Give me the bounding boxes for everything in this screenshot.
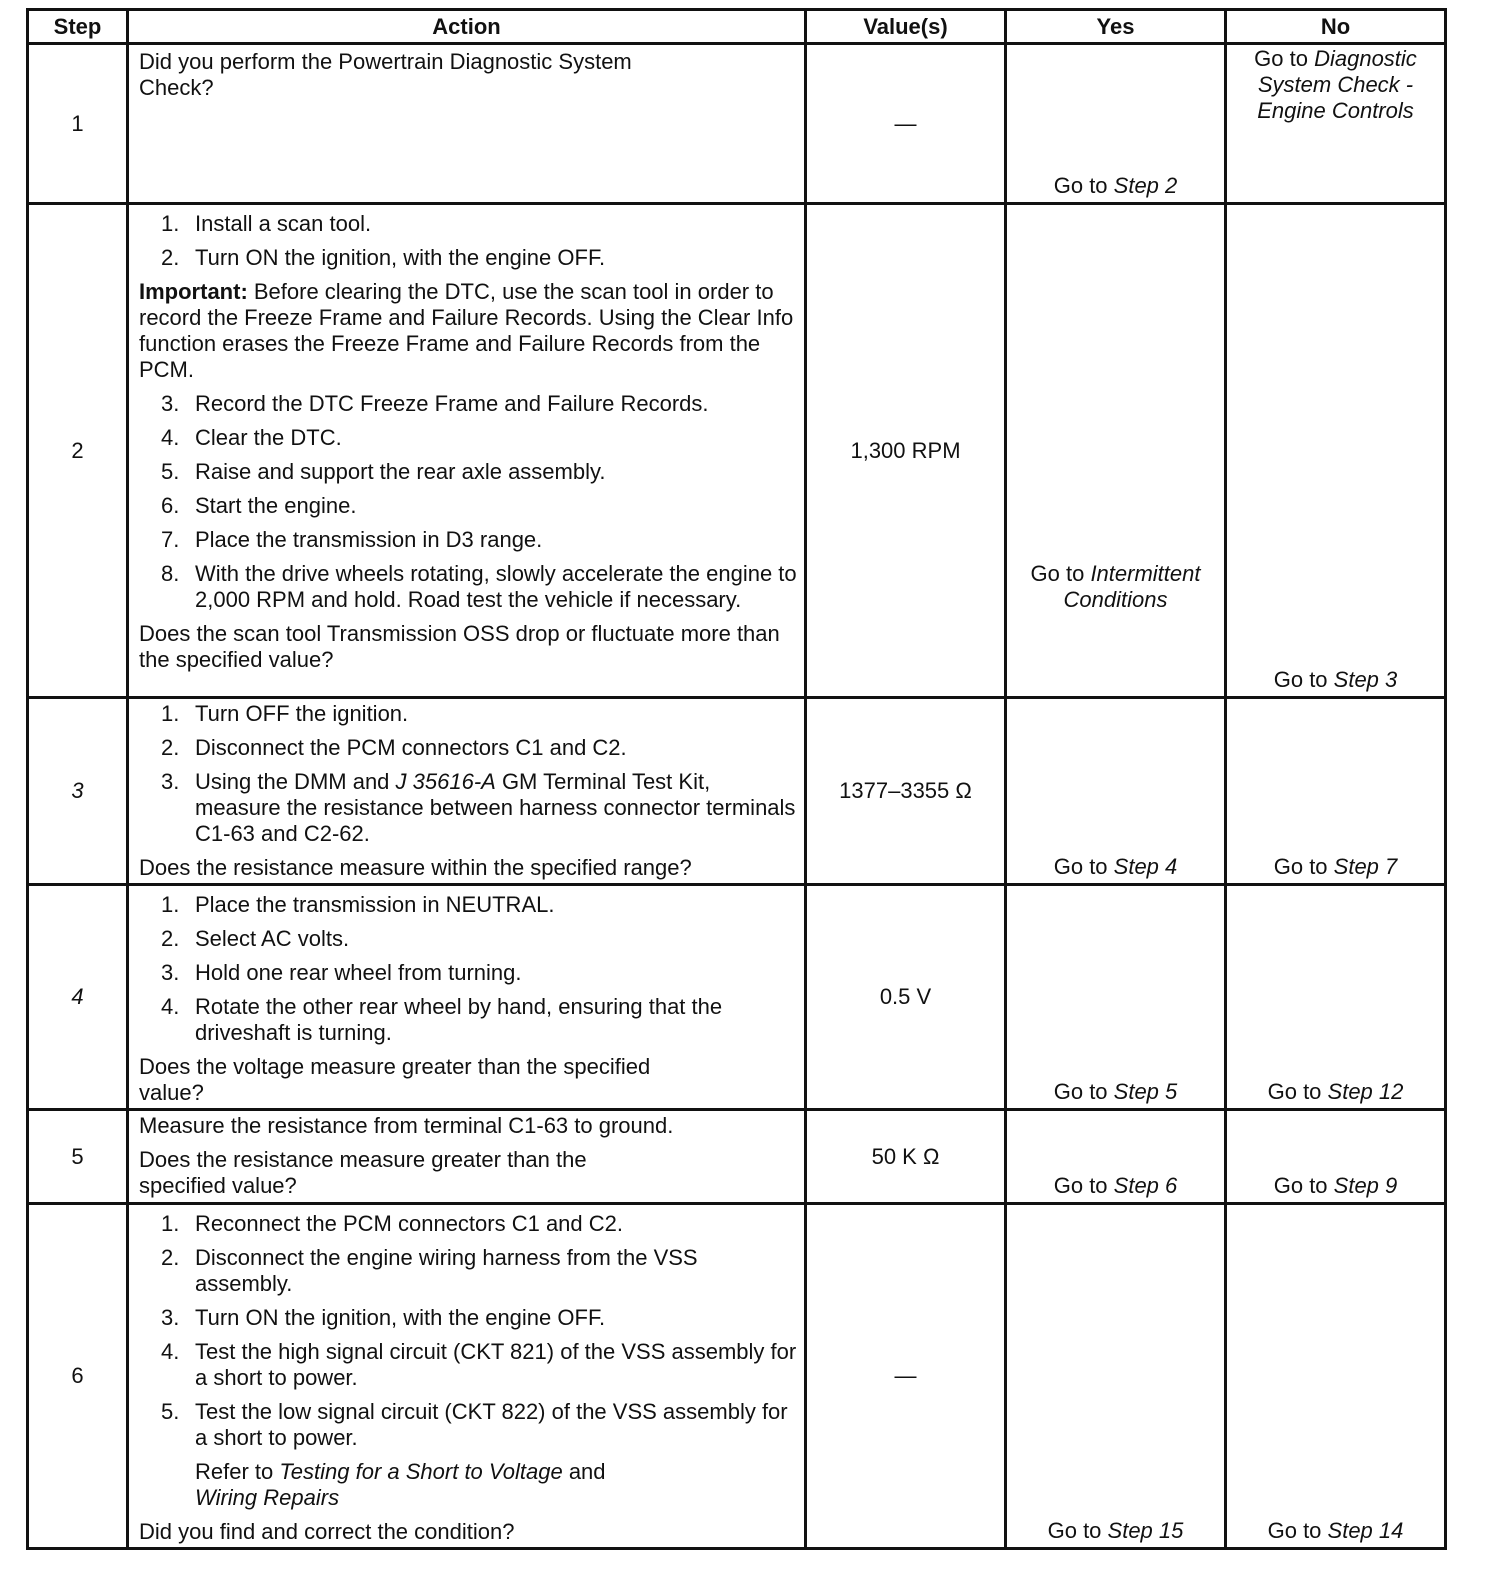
value-cell: —	[806, 44, 1006, 204]
no-cell	[1226, 885, 1446, 1110]
value-cell: 1,300 RPM	[806, 204, 1006, 698]
no-cell	[1226, 698, 1446, 885]
action-steps	[139, 211, 798, 271]
list-item: 3. Record the DTC Freeze Frame and Failure Records.	[161, 391, 709, 416]
list-item: 4. Clear the DTC.	[161, 425, 342, 450]
yes-link[interactable]: Step 5	[1113, 1079, 1178, 1104]
list-item: 1. Install a scan tool.	[161, 211, 372, 236]
action-steps	[139, 391, 798, 613]
no-link[interactable]: Step 14	[1327, 1518, 1404, 1543]
no-cell	[1226, 1204, 1446, 1549]
value-cell: 50 K Ω	[806, 1110, 1006, 1204]
yes-prefix: Go to	[1053, 1173, 1114, 1198]
yes-link[interactable]: Intermittent Conditions	[1063, 561, 1201, 612]
yes-cell	[1006, 885, 1226, 1110]
yes-prefix: Go to	[1030, 561, 1091, 586]
list-item: 7. Place the transmission in D3 range.	[161, 527, 543, 552]
action-cell	[128, 44, 806, 204]
action-question: Did you find and correct the condition?	[139, 1519, 515, 1544]
value-cell: —	[806, 1204, 1006, 1549]
action-cell	[128, 204, 806, 698]
no-link[interactable]: Step 9	[1333, 1173, 1398, 1198]
refer-note: Refer to Testing for a Short to Voltage and Wiring Repairs	[195, 1459, 606, 1510]
header-action: Action	[128, 10, 806, 44]
step-number: 1	[28, 44, 128, 204]
no-cell	[1226, 44, 1446, 204]
yes-cell	[1006, 44, 1226, 204]
step-number: 5	[28, 1110, 128, 1204]
diagnostic-table	[26, 8, 1447, 1550]
no-prefix: Go to	[1267, 1518, 1328, 1543]
action-cell	[128, 1204, 806, 1549]
step-number: 6	[28, 1204, 128, 1549]
no-cell	[1226, 1110, 1446, 1204]
refer-link-short-to-voltage[interactable]: Testing for a Short to Voltage	[279, 1459, 563, 1484]
important-text: Before clearing the DTC, use the scan tool in order to record the Freeze Frame and Failure Records. Using the Clear Info function erases the Freeze Frame and Failure Records from the PCM.	[139, 279, 794, 382]
yes-link[interactable]: Step 4	[1113, 854, 1178, 879]
list-item: 6. Start the engine.	[161, 493, 357, 518]
yes-prefix: Go to	[1053, 1079, 1114, 1104]
list-item: 4. Rotate the other rear wheel by hand, ensuring that the driveshaft is turning.	[161, 994, 723, 1045]
action-steps	[139, 701, 798, 847]
table-row	[28, 698, 1446, 885]
table-row	[28, 1204, 1446, 1549]
list-item: 2. Disconnect the engine wiring harness from the VSS assembly.	[161, 1245, 698, 1296]
list-item: 1. Reconnect the PCM connectors C1 and C2.	[161, 1211, 624, 1236]
list-item: 1. Turn OFF the ignition.	[161, 701, 409, 726]
action-question: Did you perform the Powertrain Diagnostic System Check?	[139, 49, 632, 100]
list-item: 4. Test the high signal circuit (CKT 821) of the VSS assembly for a short to power.	[161, 1339, 797, 1390]
table-row	[28, 44, 1446, 204]
important-note	[139, 279, 798, 383]
action-question: Does the resistance measure greater than the specified value?	[139, 1147, 587, 1198]
list-item: 2. Turn ON the ignition, with the engine OFF.	[161, 245, 606, 270]
no-prefix: Go to	[1273, 854, 1334, 879]
no-prefix: Go to	[1267, 1079, 1328, 1104]
yes-cell	[1006, 1204, 1226, 1549]
list-item: 2. Disconnect the PCM connectors C1 and C2.	[161, 735, 627, 760]
header-row	[28, 10, 1446, 44]
table-row	[28, 204, 1446, 698]
step-number: 3	[28, 698, 128, 885]
step-number: 2	[28, 204, 128, 698]
table-row	[28, 885, 1446, 1110]
list-item: 1. Place the transmission in NEUTRAL.	[161, 892, 555, 917]
no-link[interactable]: Step 12	[1327, 1079, 1404, 1104]
no-link[interactable]: Step 3	[1333, 667, 1398, 692]
yes-link[interactable]: Step 2	[1113, 173, 1178, 198]
no-prefix: Go to	[1254, 46, 1315, 71]
yes-cell	[1006, 1110, 1226, 1204]
yes-link[interactable]: Step 15	[1107, 1518, 1184, 1543]
no-prefix: Go to	[1273, 1173, 1334, 1198]
no-cell	[1226, 204, 1446, 698]
list-item: 5. Raise and support the rear axle assembly.	[161, 459, 606, 484]
no-link[interactable]: Diagnostic System Check - Engine Controls	[1257, 46, 1417, 123]
list-item: 3. Turn ON the ignition, with the engine OFF.	[161, 1305, 606, 1330]
action-question: Does the voltage measure greater than the specified value?	[139, 1054, 651, 1105]
refer-link-wiring-repairs[interactable]: Wiring Repairs	[195, 1485, 340, 1510]
list-item: 8. With the drive wheels rotating, slowly accelerate the engine to 2,000 RPM and hold. Road test the vehicle if necessary.	[161, 561, 797, 612]
list-item: 5. Test the low signal circuit (CKT 822) of the VSS assembly for a short to power.	[161, 1399, 788, 1450]
list-item: 3. Using the DMM and J 35616-A GM Terminal Test Kit, measure the resistance between harness connector terminals C1-63 and C2-62.	[161, 769, 796, 846]
action-instruction: Measure the resistance from terminal C1-63 to ground.	[139, 1113, 674, 1138]
yes-prefix: Go to	[1047, 1518, 1108, 1543]
no-prefix: Go to	[1273, 667, 1334, 692]
yes-prefix: Go to	[1053, 173, 1114, 198]
action-cell	[128, 885, 806, 1110]
action-steps	[139, 1211, 798, 1451]
value-cell: 0.5 V	[806, 885, 1006, 1110]
action-steps	[139, 892, 798, 1046]
action-cell	[128, 1110, 806, 1204]
list-item: 2. Select AC volts.	[161, 926, 350, 951]
action-cell	[128, 698, 806, 885]
important-label: Important:	[139, 279, 248, 304]
yes-cell	[1006, 698, 1226, 885]
yes-cell	[1006, 204, 1226, 698]
table-row	[28, 1110, 1446, 1204]
value-cell: 1377–3355 Ω	[806, 698, 1006, 885]
header-step: Step	[28, 10, 128, 44]
list-item: 3. Hold one rear wheel from turning.	[161, 960, 522, 985]
header-no: No	[1226, 10, 1446, 44]
tool-reference: J 35616-A	[395, 769, 496, 794]
header-values: Value(s)	[806, 10, 1006, 44]
action-question: Does the scan tool Transmission OSS drop or fluctuate more than the specified value?	[139, 621, 780, 672]
no-link[interactable]: Step 7	[1333, 854, 1398, 879]
step-number: 4	[28, 885, 128, 1110]
action-question: Does the resistance measure within the specified range?	[139, 855, 692, 880]
yes-link[interactable]: Step 6	[1113, 1173, 1178, 1198]
header-yes: Yes	[1006, 10, 1226, 44]
yes-prefix: Go to	[1053, 854, 1114, 879]
